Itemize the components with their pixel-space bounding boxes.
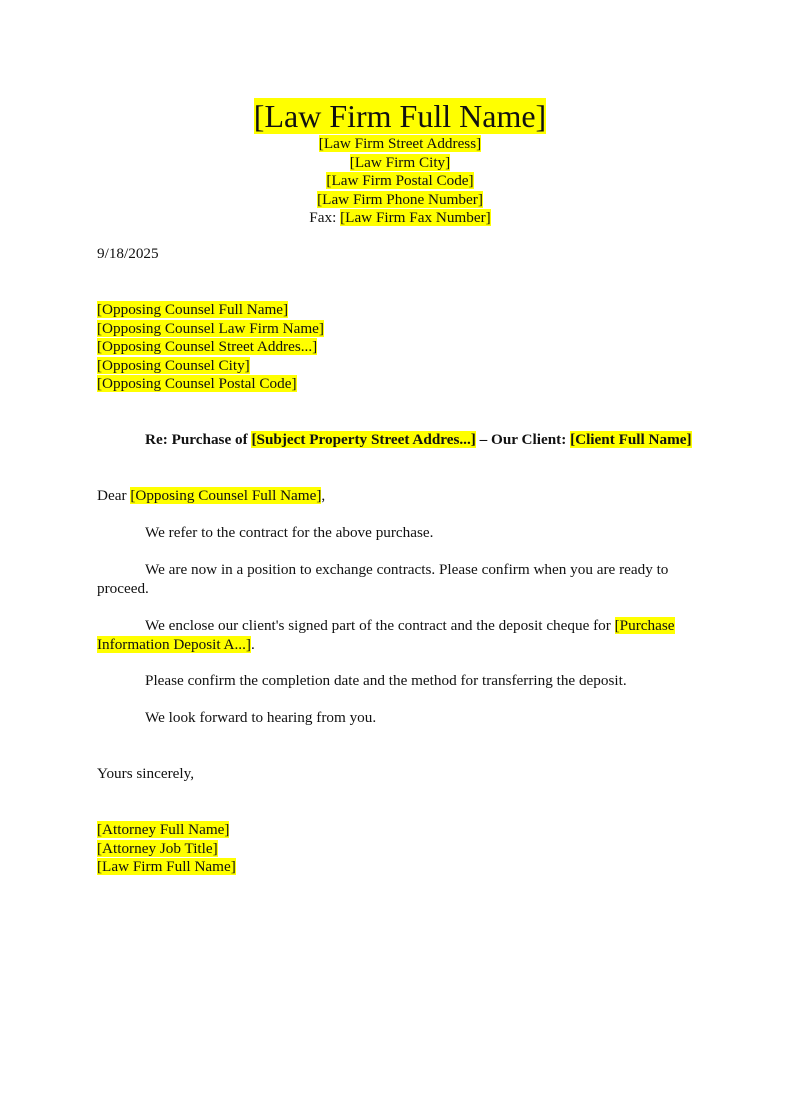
- recipient-firm: [Opposing Counsel Law Firm Name]: [97, 319, 324, 337]
- recipient-street: [Opposing Counsel Street Addres...]: [97, 338, 318, 356]
- re-middle: – Our Client:: [475, 431, 571, 448]
- paragraph-3-end: .: [250, 635, 255, 653]
- re-prefix: Re: Purchase of: [145, 431, 252, 448]
- recipient-address: [97, 301, 707, 394]
- firm-phone: [Law Firm Phone Number]: [317, 190, 483, 208]
- paragraph-4: Please confirm the completion date and the method for transferring the deposit.: [145, 672, 627, 689]
- letter-date: 9/18/2025: [97, 245, 159, 262]
- paragraph-3: [97, 617, 707, 654]
- client-name: [Client Full Name]: [570, 431, 692, 448]
- recipient-name: [Opposing Counsel Full Name]: [97, 301, 289, 318]
- signature-firm-name: [Law Firm Full Name]: [97, 858, 236, 876]
- firm-fax: [Law Firm Fax Number]: [340, 209, 491, 227]
- closing: Yours sincerely,: [97, 765, 195, 782]
- firm-name: [Law Firm Full Name]: [253, 98, 547, 134]
- salutation-prefix: Dear: [97, 487, 131, 504]
- deposit-amount: [Purchase Information Deposit A...]: [97, 617, 675, 653]
- firm-postal: [Law Firm Postal Code]: [326, 172, 474, 190]
- paragraph-5: We look forward to hearing from you.: [145, 709, 377, 726]
- salutation: [97, 487, 707, 506]
- salutation-suffix: ,: [321, 487, 326, 504]
- paragraph-3-text: We enclose our client's signed part of the contract and the deposit cheque for: [145, 617, 615, 634]
- subject-property: [Subject Property Street Addres...]: [251, 431, 476, 448]
- paragraph-1: We refer to the contract for the above purchase.: [145, 524, 434, 541]
- signature-block: [97, 821, 707, 877]
- recipient-postal: [Opposing Counsel Postal Code]: [97, 375, 297, 393]
- subject-line: [97, 431, 707, 450]
- attorney-name: [Attorney Full Name]: [97, 821, 230, 838]
- salutation-name: [Opposing Counsel Full Name]: [130, 487, 322, 504]
- fax-label: Fax:: [309, 209, 341, 227]
- paragraph-2: We are now in a position to exchange contracts. Please confirm when you are ready to proceed.: [97, 561, 669, 597]
- recipient-city: [Opposing Counsel City]: [97, 356, 250, 374]
- letterhead: [0, 97, 800, 228]
- attorney-title: [Attorney Job Title]: [97, 839, 218, 857]
- firm-city: [Law Firm City]: [349, 153, 451, 171]
- firm-street: [Law Firm Street Address]: [318, 135, 482, 152]
